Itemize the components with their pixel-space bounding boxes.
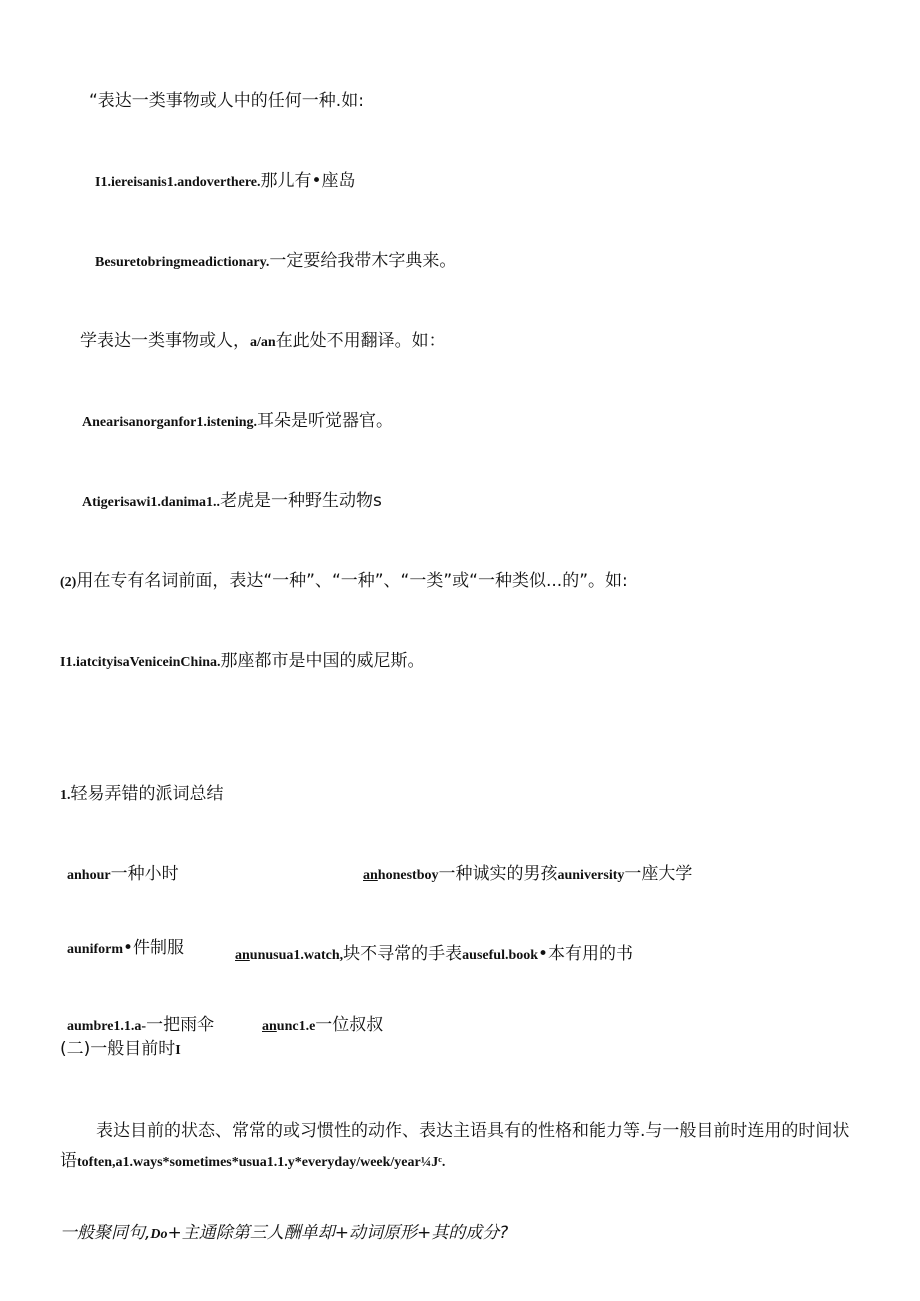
example-unusual-watch — [235, 943, 633, 967]
example-tiger — [82, 490, 382, 514]
example-chinese: 一种诚实的男孩 — [438, 864, 558, 884]
example-english: Besuretobringmeadictionary. — [95, 255, 270, 270]
section-heading-present-tense — [60, 1038, 181, 1062]
example-english: anhour — [67, 868, 111, 883]
example-umbrella — [67, 1014, 214, 1038]
text-en: toften,a1.ways*sometimes*usua1.1.y*everyday/week/year¼Jᶜ. — [77, 1155, 446, 1170]
example-english: auseful.book — [462, 948, 539, 963]
text-en: a/an — [250, 335, 276, 350]
text: +主通除第三人酬单却+动词原形+其的成分? — [167, 1223, 509, 1243]
example-chinese: 一座大学 — [624, 864, 693, 884]
example-honest-boy — [363, 863, 692, 887]
paragraph-present-tense-line2 — [60, 1150, 445, 1174]
section-heading-articles — [60, 783, 224, 807]
example-dictionary — [95, 250, 456, 274]
example-ear — [82, 410, 393, 434]
example-uncle — [262, 1014, 383, 1038]
example-english: Atigerisawi1.danima1.. — [82, 495, 221, 510]
example-chinese: 那儿有•座岛 — [260, 171, 356, 191]
example-english: unc1.e — [276, 1019, 316, 1034]
heading-suffix: I — [175, 1043, 181, 1058]
text: 表达目前的状态、常常的或习惯性的动作、表达主语具有的性格和能力等.与一般目前时连用的时间状 — [96, 1121, 850, 1141]
example-english: aumbre1.1.a- — [67, 1019, 147, 1034]
article-an: an — [262, 1019, 277, 1034]
example-chinese: 一位叔叔 — [315, 1015, 384, 1035]
example-english: Anearisanorganfor1.istening. — [82, 415, 257, 430]
text: 学表达一类事物或人， — [80, 331, 250, 351]
text: 用在专有名词前面，表达“一种”、“一种”、“一类”或“一种类似...的”。如: — [76, 571, 628, 591]
example-an-hour — [67, 863, 179, 887]
example-chinese: 一种小时 — [110, 864, 179, 884]
text: 一般聚同句, — [60, 1223, 151, 1243]
example-chinese: 老虎是一种野生动物s — [220, 491, 382, 511]
example-chinese: 一定要给我带木字典来。 — [269, 251, 457, 271]
heading-number: 1. — [60, 788, 71, 803]
example-english: unusua1.watch, — [249, 948, 344, 963]
example-english: I1.iatcityisaVeniceinChina. — [60, 655, 221, 670]
example-chinese: 耳朵是听觉器官。 — [257, 411, 393, 431]
heading-text: 轻易弄错的派词总结 — [70, 784, 224, 804]
line-proper-noun-usage — [60, 570, 628, 594]
text-en: (2) — [60, 575, 77, 590]
example-english: honestboy — [377, 868, 439, 883]
text-en: Do — [150, 1227, 168, 1242]
line-class-usage — [80, 330, 446, 354]
example-venice — [60, 650, 425, 674]
text: 在此处不用翻译。如： — [275, 331, 446, 351]
example-island — [95, 170, 356, 194]
example-uniform — [67, 937, 184, 961]
example-chinese: 块不寻常的手表 — [343, 944, 463, 964]
example-english: I1.iereisanis1.andoverthere. — [95, 175, 261, 190]
paragraph-present-tense-line1 — [96, 1120, 849, 1142]
line-usage-intro — [89, 90, 364, 112]
text: 语 — [60, 1151, 77, 1171]
text: “表达一类事物或人中的任何一种.如: — [89, 91, 364, 111]
example-english: auniversity — [557, 868, 625, 883]
example-chinese: •件制服 — [123, 938, 185, 958]
example-chinese: 那座都市是中国的威尼斯。 — [220, 651, 425, 671]
question-form-rule — [60, 1222, 508, 1246]
heading-text: (二)一般目前时 — [60, 1039, 176, 1059]
article-an: an — [235, 948, 250, 963]
example-chinese: •本有用的书 — [538, 944, 634, 964]
example-english: auniform — [67, 942, 123, 957]
article-an: an — [363, 868, 378, 883]
example-chinese: 一把雨伞 — [146, 1015, 215, 1035]
